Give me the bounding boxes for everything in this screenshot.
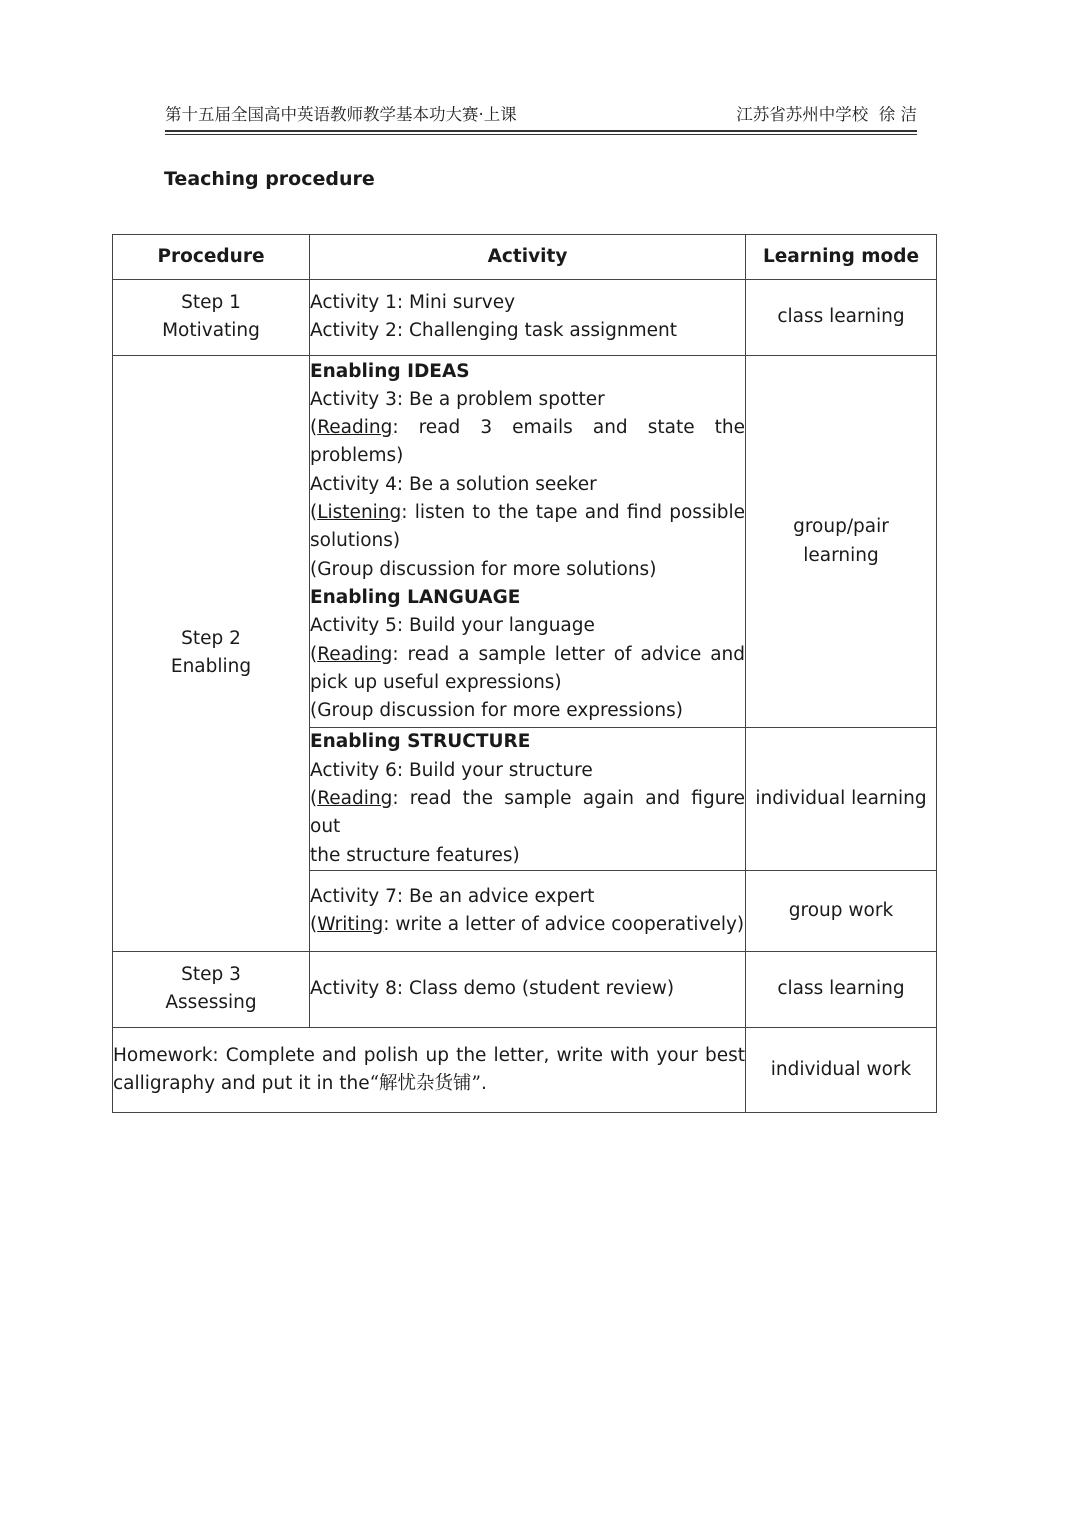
step2-writing-activity-cell [310,870,746,951]
activity-6-skill: Reading [317,788,393,810]
group-discussion-expressions: (Group discussion for more expressions) [310,700,683,722]
table-header-row [113,235,937,280]
teaching-procedure-table [112,234,937,1113]
group-discussion-solutions: (Group discussion for more solutions) [310,558,657,580]
header-right-author: 江苏省苏州中学校 徐 洁 [736,105,917,124]
section-title: Teaching procedure [164,168,375,190]
activity-3-detail-line1: (Reading: read 3 emails and state the [310,417,745,439]
step2-ideas-activity-cell [310,355,746,728]
step3-name: Assessing [165,992,257,1014]
step2-name: Enabling [170,656,252,678]
activity-5: Activity 5: Build your language [310,615,595,637]
enabling-language-heading: Enabling LANGUAGE [310,586,521,608]
table-row-step2-ideas [113,355,937,728]
activity-5-detail-a: : read a sample letter of advice and [392,643,745,665]
activity-6-detail-b: the structure features) [310,844,520,866]
enabling-structure-heading: Enabling STRUCTURE [310,731,531,753]
step2-procedure-cell [113,355,310,951]
activity-4-detail-a: : listen to the tape and find possible [401,502,745,524]
step3-label: Step 3 [181,964,241,986]
homework-mode-cell: individual work [746,1027,937,1112]
header-learning-mode: Learning mode [746,235,937,280]
activity-6: Activity 6: Build your structure [310,759,593,781]
activity-7-detail: (Writing: write a letter of advice cooperatively) [310,913,745,935]
step3-mode-cell: class learning [746,951,937,1027]
activity-3: Activity 3: Be a problem spotter [310,388,605,410]
activity-6-detail-line1: (Reading: read the sample again and figure out [310,788,745,838]
activity-4-detail-line1: (Listening: listen to the tape and find possible [310,502,745,524]
table-row-step1 [113,280,937,356]
activity-5-detail-b: pick up useful expressions) [310,671,562,693]
step1-activity-cell [310,280,746,356]
activity-7: Activity 7: Be an advice expert [310,885,595,907]
step1-label: Step 1 [181,292,241,313]
activity-5-detail-line1: (Reading: read a sample letter of advice and [310,643,745,665]
table-row-homework [113,1027,937,1112]
homework-store-name: “解忧杂货铺” [369,1072,482,1094]
header-rule-thin [165,134,917,135]
activity-7-skill: Writing [317,913,384,935]
step1-mode-cell: class learning [746,280,937,356]
activity-3-detail-b: problems) [310,445,404,467]
activity-2: Activity 2: Challenging task assignment [310,320,677,342]
step1-name: Motivating [162,320,260,342]
step2-structure-activity-cell [310,728,746,870]
step1-procedure-cell [113,280,310,356]
step3-procedure-cell [113,951,310,1027]
ideas-mode-line1: group/pair [793,516,889,538]
activity-3-skill: Reading [317,417,393,439]
header-activity: Activity [310,235,746,280]
homework-line2-pre: calligraphy and put it in the [113,1072,370,1094]
activity-6-detail-a: : read the sample again and figure out [310,788,745,838]
step2-label: Step 2 [181,627,241,649]
page-header [165,104,917,126]
activity-7-detail-text: : write a letter of advice cooperatively) [383,913,745,935]
activity-3-detail-a: : read 3 emails and state the [392,417,745,439]
homework-line1: Homework: Complete and polish up the letter, write with your best [113,1044,745,1066]
homework-cell [113,1027,746,1112]
homework-line2-end: . [481,1072,487,1094]
step2-ideas-mode-cell [746,355,937,728]
activity-5-skill: Reading [317,643,393,665]
activity-4-detail-b: solutions) [310,530,401,552]
activity-4-skill: Listening [317,502,402,524]
header-left-title: 第十五届全国高中英语教师教学基本功大赛·上课 [165,105,517,124]
enabling-ideas-heading: Enabling IDEAS [310,360,470,382]
activity-4: Activity 4: Be a solution seeker [310,473,597,495]
table-row-step3 [113,951,937,1027]
homework-line2 [113,1070,745,1098]
step2-writing-mode-cell: group work [746,870,937,951]
header-rule-thick [165,130,917,132]
step3-activity-cell: Activity 8: Class demo (student review) [310,951,746,1027]
step2-structure-mode-cell: individual learning [746,728,937,870]
header-procedure: Procedure [113,235,310,280]
activity-1: Activity 1: Mini survey [310,292,516,313]
ideas-mode-line2: learning [803,544,879,566]
